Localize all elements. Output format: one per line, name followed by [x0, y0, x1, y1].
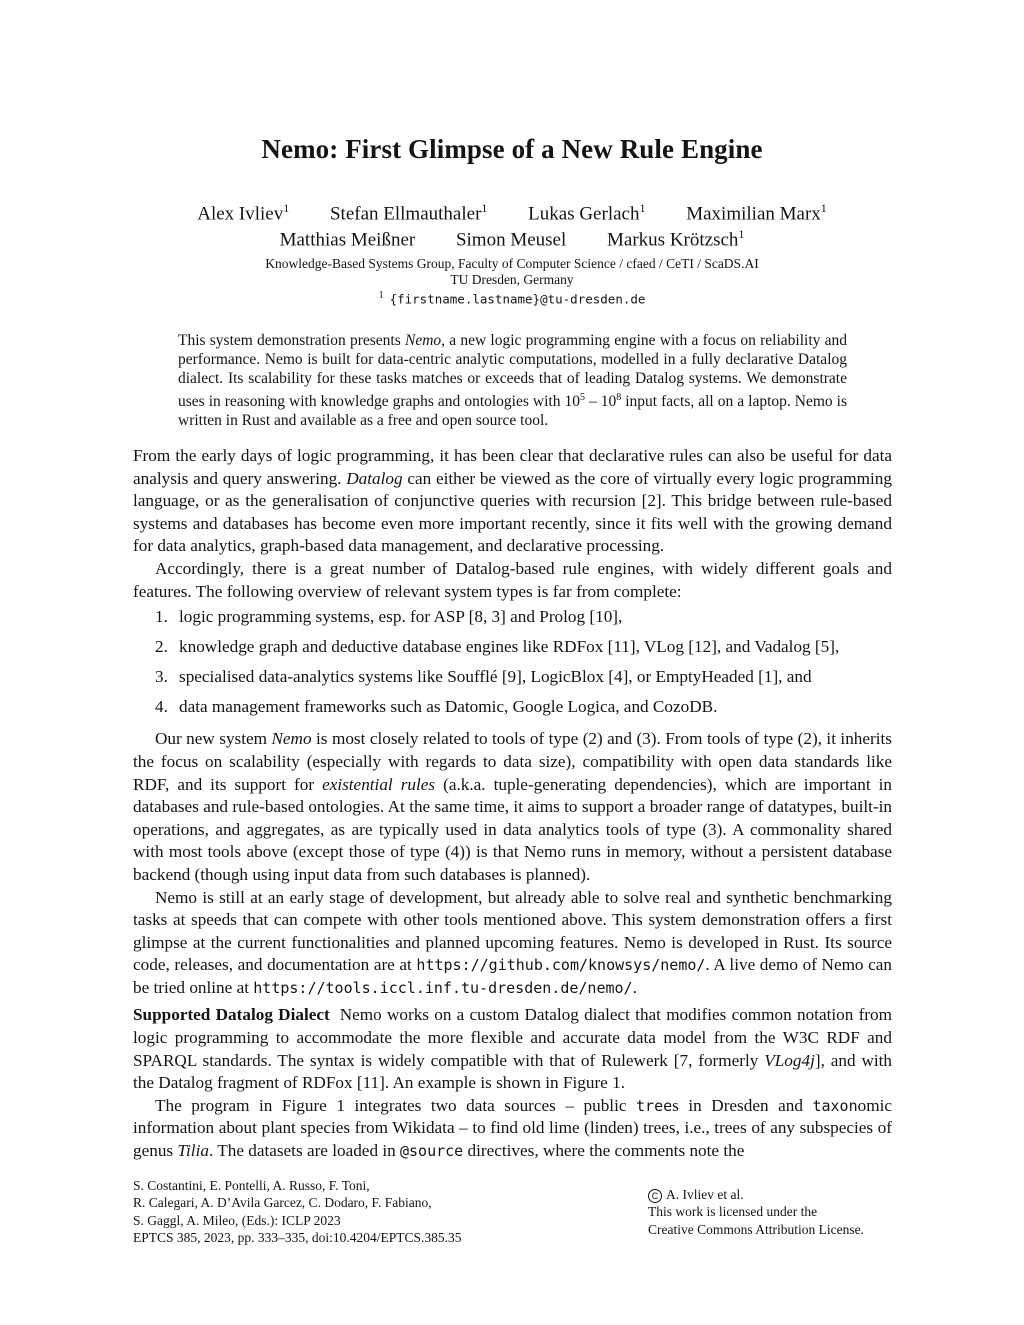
abstract: This system demonstration presents Nemo, a new logic programming engine with a focus on reliability and performance. Nemo is built for data-centric analytic computations, modelled in a fully declarative Datalog dialect. Its scalability for these tasks matches or exceeds that of leading Datalog systems. We demonstrate uses in reasoning with knowledge graphs and ontologies with $10^5 - 10^8$ input facts, all on a laptop. Nemo is written in Rust and available as a free and open source tool. [178, 332, 848, 430]
list-item: 3. specialised data-analytics systems like Soufflé [9], LogicBlox [4], or EmptyHeaded [1], and [155, 666, 812, 686]
author: Lukas Gerlach$^1$ [528, 201, 646, 225]
author: Simon Meusel [455, 229, 567, 251]
license-footer: C A. Ivliev et al. This work is licensed under the Creative Commons Attribution License. [648, 1187, 864, 1237]
author: Matthias Meißner [279, 229, 416, 251]
email-address[interactable]: {firstname.lastname}@tu-dresden.de [389, 291, 646, 307]
email-line: $^1$ {firstname.lastname}@tu-dresden.de [378, 290, 646, 307]
paragraph: Supported Datalog Dialect Nemo works on a custom Datalog dialect that modifies common notation from logic programming to accommodate the more flexible and accurate data model from the W3C RDF and SPARQL standards. The syntax is widely compatible with that of Rulewerk [7, formerly VLog4j], and with the Datalog fragment of RDFox [11]. An example is shown in Figure 1. [133, 1005, 892, 1093]
author: Markus Krötzsch$^1$ [607, 227, 745, 251]
paragraph: Our new system Nemo is most closely related to tools of type (2) and (3). From tools of type (2), it inherits the focus on scalability (especially with regards to data size), compatibility with open data standards like RDF, and its support for existential rules (a.k.a. tuple-generating dependencies), which are important in databases and rule-based ontologies. At the same time, it aims to support a broader range of datatypes, built-in operations, and aggregates, as are typically used in data analytics tools of type (3). A commonality shared with most tools above (except those of type (4)) is that Nemo runs in memory, without a persistent database backend (though using input data from such databases is planned). [133, 729, 893, 884]
author-row-1 [0, 201, 1024, 225]
proceedings-footer: S. Costantini, E. Pontelli, A. Russo, F. Toni, R. Calegari, A. D’Avila Garcez, C. Dodaro, F. Fabiano, S. Gaggl, A. Mileo, (Eds.): ICLP 2023 EPTCS 385, 2023, pp. 333–335, doi:10.4204/EPTCS.385.35 [133, 1178, 462, 1246]
author: Maximilian Marx$^1$ [686, 201, 827, 225]
affiliation-location: TU Dresden, Germany [450, 272, 574, 287]
author: Alex Ivliev$^1$ [197, 201, 290, 225]
section-heading: Supported Datalog Dialect [133, 1005, 330, 1025]
list-item: 1. logic programming systems, esp. for ASP [8, 3] and Prolog [10], [155, 607, 623, 627]
demo-link[interactable]: https://tools.iccl.inf.tu-dresden.de/nemo/ [253, 978, 633, 997]
list-item: 2. knowledge graph and deductive database engines like RDFox [11], VLog [12], and Vadalog [5], [155, 636, 840, 656]
paper-title: Nemo: First Glimpse of a New Rule Engine [261, 134, 763, 164]
list-item: 4. data management frameworks such as Datomic, Google Logica, and CozoDB. [155, 696, 718, 716]
author: Stefan Ellmauthaler$^1$ [329, 201, 488, 225]
paragraph: The program in Figure 1 integrates two data sources – public trees in Dresden and taxonomic information about plant species from Wikidata – to find old lime (linden) trees, i.e., trees of any subspecies of genus Tilia. The datasets are loaded in @source directives, where the comments note the [133, 1095, 892, 1161]
affiliation: Knowledge-Based Systems Group, Faculty of Computer Science / cfaed / CeTI / ScaDS.AI [265, 256, 759, 271]
copyright-icon: C [648, 1189, 662, 1203]
paragraph: Nemo is still at an early stage of development, but already able to solve real and synthetic benchmarking tasks at speeds that can compete with other tools mentioned above. This system demonstration offers a first glimpse at the current functionalities and planned upcoming features. Nemo is developed in Rust. Its source code, releases, and documentation are at https://github.com/knowsys/nemo/. A live demo of Nemo can be tried online at https://tools.iccl.inf.tu-dresden.de/nemo/. [133, 887, 892, 997]
github-link[interactable]: https://github.com/knowsys/nemo/ [416, 956, 706, 975]
system-types-list [133, 606, 892, 725]
author-row-2 [0, 227, 1024, 251]
paragraph: From the early days of logic programming, it has been clear that declarative rules can also be useful for data analysis and query answering. Datalog can either be viewed as the core of virtually every logic programming language, or as the generalisation of conjunctive queries with recursion [2]. This bridge between rule-based systems and databases has become even more important recently, since it fits well with the growing demand for data analytics, graph-based data management, and declarative processing. [133, 446, 892, 556]
main-body [133, 445, 892, 1163]
paragraph: Accordingly, there is a great number of Datalog-based rule engines, with widely different goals and features. The following overview of relevant system types is far from complete: [133, 558, 892, 601]
